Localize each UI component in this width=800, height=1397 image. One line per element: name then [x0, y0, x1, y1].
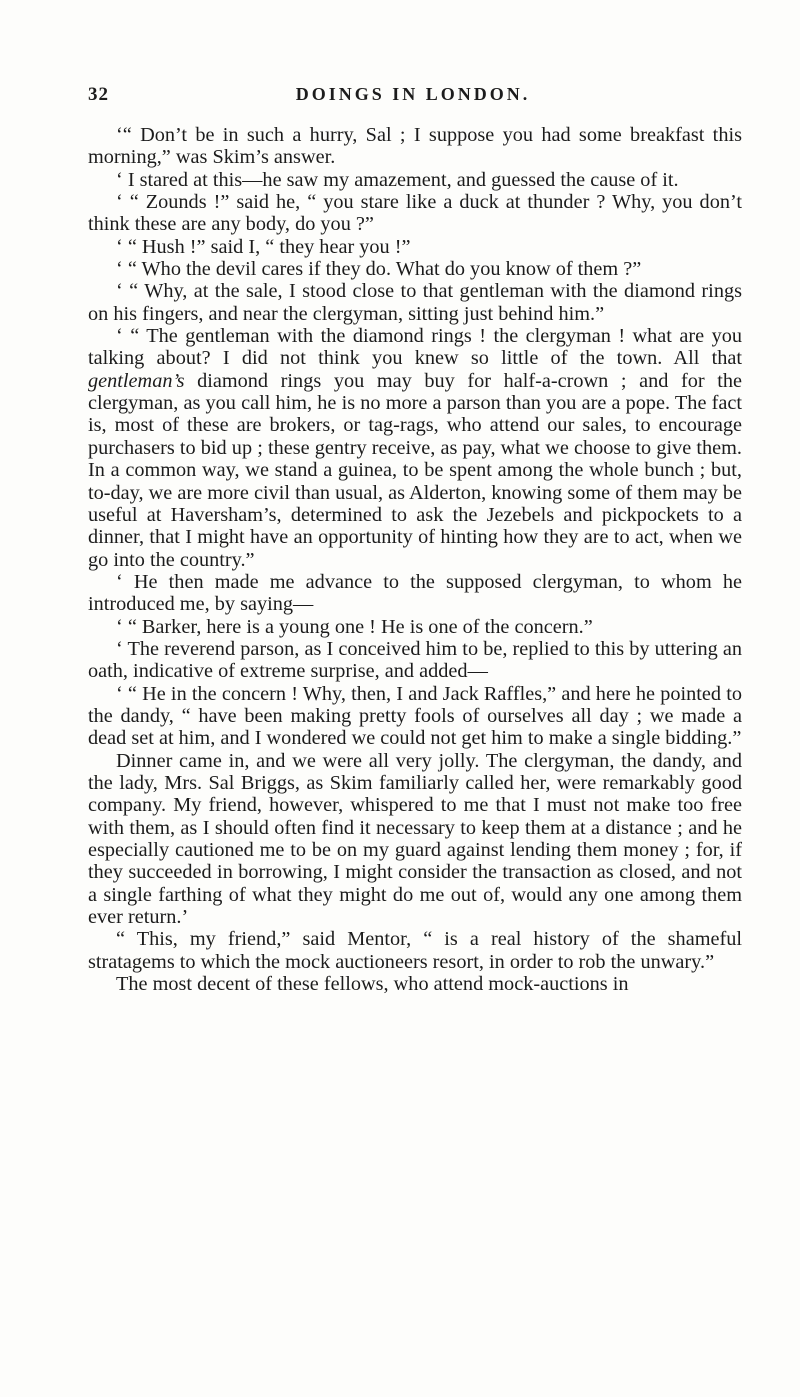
paragraph: ‘ “ Why, at the sale, I stood close to that gentleman with the diamond rings on his fingers, and near the clergyman, sitting just behind him.”: [88, 280, 742, 325]
paragraph: “ This, my friend,” said Mentor, “ is a real history of the shameful stratagems to which the mock auctioneers resort, in order to rob the unwary.”: [88, 928, 742, 973]
paragraph: ‘ I stared at this—he saw my amazement, and guessed the cause of it.: [116, 168, 679, 191]
page-number: 32: [88, 84, 109, 105]
paragraph: The most decent of these fellows, who attend mock-auctions in: [116, 973, 629, 996]
paragraph: ‘ “ He in the concern ! Why, then, I and Jack Raffles,” and here he pointed to the dandy, “ have been making pretty fools of ourselves all day ; we made a dead set at him, and I wondered we could not get him to make a single bidding.”: [88, 682, 742, 750]
paragraph: ‘ He then made me advance to the supposed clergyman, to whom he introduced me, by saying—: [88, 570, 742, 616]
paragraph: ‘ “ Barker, here is a young one ! He is one of the concern.”: [116, 615, 593, 638]
paragraph-text: ‘ “ The gentleman with the diamond rings ! the clergyman ! what are you talking about? I did not think you knew so little of the town. All that: [88, 325, 742, 370]
running-title: DOINGS IN LONDON.: [295, 84, 531, 104]
body-text: [88, 124, 742, 995]
paragraph: Dinner came in, and we were all very jolly. The clergyman, the dandy, and the lady, Mrs. Sal Briggs, as Skim familiarly called her, were remarkably good company. My friend, however, whispered to me that I must not make too free with them, as I should often find it necessary to keep them at a distance ; and he especially cautioned me to be on my guard against lending them money ; for, if they succeeded in borrowing, I might consider the transaction as closed, and not a single farthing of what they might do me out of, would any one among them ever return.’: [88, 749, 742, 929]
italic-text: gentleman’s: [88, 369, 185, 392]
paragraph: ‘ “ Who the devil cares if they do. What do you know of them ?”: [116, 258, 642, 281]
page-header: [88, 84, 738, 114]
paragraph-text: diamond rings you may buy for half-a-crown ; and for the clergyman, as you call him, he is no more a parson than you are a pope. The fact is, most of these are brokers, or tag-rags, who attend our sales, to encourage purchasers to bid up ; these gentry receive, as pay, what we choose to give them. In a common way, we stand a guinea, to be spent among the whole bunch ; but, to-day, we are more civil than usual, as Alderton, knowing some of them may be useful at Haversham’s, determined to ask the Jezebels and pickpockets to a dinner, that I might have an opportunity of hinting how they are to act, when we go into the country.”: [88, 369, 742, 571]
paragraph: ‘“ Don’t be in such a hurry, Sal ; I suppose you had some breakfast this morning,” was Skim’s answer.: [88, 124, 742, 169]
paragraph: ‘ The reverend parson, as I conceived him to be, replied to this by uttering an oath, indicative of extreme surprise, and added—: [88, 637, 742, 683]
paragraph: [88, 325, 742, 571]
paragraph: ‘ “ Zounds !” said he, “ you stare like a duck at thunder ? Why, you don’t think these are any body, do you ?”: [88, 191, 742, 236]
paragraph: ‘ “ Hush !” said I, “ they hear you !”: [116, 235, 411, 258]
